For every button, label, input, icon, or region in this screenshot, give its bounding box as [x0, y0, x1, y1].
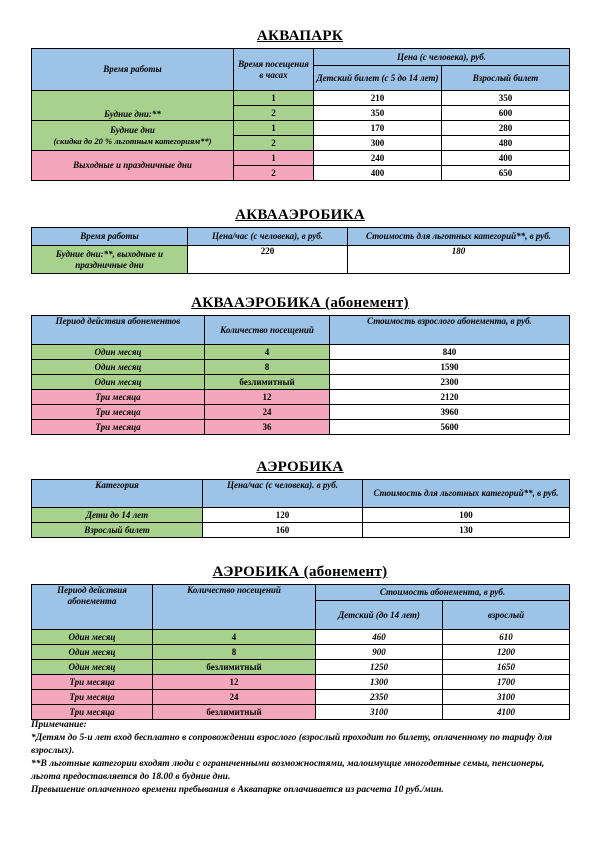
table-row	[32, 375, 570, 390]
table-row	[32, 360, 570, 375]
adult-price-cell: 1650	[443, 660, 570, 675]
price-cell: 5600	[330, 420, 570, 435]
hours-cell: 1	[234, 151, 314, 166]
table-row	[32, 246, 570, 274]
adult-price-cell: 4100	[443, 705, 570, 720]
child-price-cell: 400	[314, 166, 442, 181]
adult-price-cell: 610	[443, 630, 570, 645]
child-price-cell: 300	[314, 136, 442, 151]
discount-price-cell: 100	[363, 508, 570, 523]
child-price-cell: 1300	[316, 675, 443, 690]
price-cell: 3960	[330, 405, 570, 420]
adult-price-cell: 400	[442, 151, 570, 166]
adult-price-cell: 1200	[443, 645, 570, 660]
visits-cell: безлимитный	[153, 660, 316, 675]
header-work-time: Время работы	[32, 228, 188, 246]
adult-price-cell: 3100	[443, 690, 570, 705]
visits-cell: 24	[205, 405, 330, 420]
price-cell: 2120	[330, 390, 570, 405]
adult-price-cell: 600	[442, 106, 570, 121]
hours-cell: 2	[234, 106, 314, 121]
table-row	[32, 630, 570, 645]
aquaaerobics-subscription-section	[31, 294, 569, 435]
table-row	[32, 690, 570, 705]
period-cell: Три месяца	[32, 405, 205, 420]
adult-price-cell: 1700	[443, 675, 570, 690]
visits-cell: 12	[205, 390, 330, 405]
visits-cell: безлимитный	[153, 705, 316, 720]
aquapark-table	[31, 48, 570, 181]
header-child: Детский (до 14 лет)	[316, 601, 443, 630]
visits-cell: 36	[205, 420, 330, 435]
aquapark-title: АКВАПАРК	[256, 28, 344, 44]
visits-cell: 4	[205, 345, 330, 360]
period-cell: Три месяца	[32, 420, 205, 435]
price-cell: 1590	[330, 360, 570, 375]
adult-price-cell: 280	[442, 121, 570, 136]
child-price-cell: 350	[314, 106, 442, 121]
aquaaerobics-section	[31, 206, 569, 274]
visits-cell: 24	[153, 690, 316, 705]
period-cell: Один месяц	[32, 645, 153, 660]
category-cell: Дети до 14 лет	[32, 508, 203, 523]
period-cell: Три месяца	[32, 690, 153, 705]
table-row	[32, 508, 570, 523]
notes-block	[31, 719, 576, 797]
adult-price-cell: 350	[442, 91, 570, 106]
price-cell: 2300	[330, 375, 570, 390]
visits-cell: 4	[153, 630, 316, 645]
price-cell: 220	[188, 246, 348, 274]
hours-cell: 2	[234, 136, 314, 151]
child-price-cell: 3100	[316, 705, 443, 720]
aquapark-section	[31, 27, 569, 181]
period-cell: Три месяца	[32, 705, 153, 720]
weekdays-discount-label	[32, 121, 234, 151]
weekdays-discount-title: Будние дни	[110, 124, 155, 135]
aquaaerobics-title: АКВААЭРОБИКА	[235, 207, 365, 223]
aquaaerobics-table	[31, 227, 570, 274]
aerobics-subscription-table	[31, 584, 570, 720]
note-children: *Детям до 5-и лет вход бесплатно в сопровождении взрослого (взрослый проходит по билету, оплаченному по тарифу для взрослых).	[31, 733, 553, 756]
visits-cell: 8	[153, 645, 316, 660]
table-row	[32, 405, 570, 420]
header-visit-hours: Время посещения в часах	[234, 49, 314, 91]
aquaaerobics-subscription-table	[31, 315, 570, 435]
child-price-cell: 240	[314, 151, 442, 166]
header-category: Категория	[32, 480, 203, 508]
header-adult-cost: Стоимость взрослого абонемента, в руб.	[330, 316, 570, 345]
weekdays-label: Будние дни:**	[32, 91, 234, 121]
aerobics-title: АЭРОБИКА	[256, 459, 344, 475]
aerobics-subscription-section	[31, 563, 569, 720]
notes-heading: Примечание:	[31, 720, 87, 730]
period-cell: Один месяц	[32, 345, 205, 360]
price-cell: 120	[203, 508, 363, 523]
adult-price-cell: 650	[442, 166, 570, 181]
header-price: Цена/час (с человека). в руб.	[203, 480, 363, 508]
table-row	[32, 705, 570, 720]
hours-cell: 2	[234, 166, 314, 181]
price-cell: 840	[330, 345, 570, 360]
period-cell: Один месяц	[32, 660, 153, 675]
table-row	[32, 121, 570, 136]
hours-cell: 1	[234, 121, 314, 136]
category-cell: Взрослый билет	[32, 523, 203, 538]
weekend-label: Выходные и праздничные дни	[32, 151, 234, 181]
child-price-cell: 1250	[316, 660, 443, 675]
header-discount-price: Стоимость для льготных категорий**, в руб.	[363, 480, 570, 508]
visits-cell: безлимитный	[205, 375, 330, 390]
discount-price-cell: 180	[348, 246, 570, 274]
header-visits: Количество посещений	[205, 316, 330, 345]
price-cell: 160	[203, 523, 363, 538]
table-row	[32, 523, 570, 538]
period-cell: Один месяц	[32, 630, 153, 645]
table-row	[32, 660, 570, 675]
table-row	[32, 345, 570, 360]
table-row	[32, 675, 570, 690]
header-child-ticket: Детский билет (с 5 до 14 лет)	[314, 66, 442, 91]
child-price-cell: 210	[314, 91, 442, 106]
aerobics-subscription-title: АЭРОБИКА (абонемент)	[212, 564, 388, 580]
adult-price-cell: 480	[442, 136, 570, 151]
table-row	[32, 420, 570, 435]
header-discount-price: Стоимость для льготных категорий**, в руб.	[348, 228, 570, 246]
header-adult: взрослый	[443, 601, 570, 630]
header-subscription-cost: Стоимость абонемента, в руб.	[316, 585, 570, 601]
child-price-cell: 2350	[316, 690, 443, 705]
table-row	[32, 390, 570, 405]
table-row	[32, 645, 570, 660]
discount-price-cell: 130	[363, 523, 570, 538]
note-discount-categories: **В льготные категории входят люди с ограниченными возможностями, малоимущие многодетные семьи, пенсионеры, льгота предоставляется до 18.00 в будние дни.	[31, 759, 545, 782]
period-cell: Один месяц	[32, 360, 205, 375]
header-price: Цена (с человека), руб.	[314, 49, 570, 66]
weekdays-discount-note: (скидка до 20 % льготным категориям**)	[53, 135, 212, 146]
table-row	[32, 151, 570, 166]
aerobics-section	[31, 458, 569, 538]
header-price: Цена/час (с человека), в руб.	[188, 228, 348, 246]
aquaaerobics-subscription-title: АКВААЭРОБИКА (абонемент)	[191, 295, 409, 311]
schedule-label: Будние дни:**, выходные и праздничные дни	[32, 246, 188, 274]
header-period: Период действия абонементов	[32, 316, 205, 345]
period-cell: Один месяц	[32, 375, 205, 390]
header-visits: Количество посещений	[153, 585, 316, 630]
aerobics-table	[31, 479, 570, 538]
child-price-cell: 460	[316, 630, 443, 645]
child-price-cell: 900	[316, 645, 443, 660]
header-work-time: Время работы	[32, 49, 234, 91]
hours-cell: 1	[234, 91, 314, 106]
period-cell: Три месяца	[32, 390, 205, 405]
visits-cell: 12	[153, 675, 316, 690]
table-row	[32, 91, 570, 106]
child-price-cell: 170	[314, 121, 442, 136]
note-overtime: Превышение оплаченного времени пребывания в Аквапарке оплачивается из расчета 10 руб./мин.	[31, 785, 444, 795]
period-cell: Три месяца	[32, 675, 153, 690]
header-period: Период действия абонемента	[32, 585, 153, 630]
visits-cell: 8	[205, 360, 330, 375]
header-adult-ticket: Взрослый билет	[442, 66, 570, 91]
